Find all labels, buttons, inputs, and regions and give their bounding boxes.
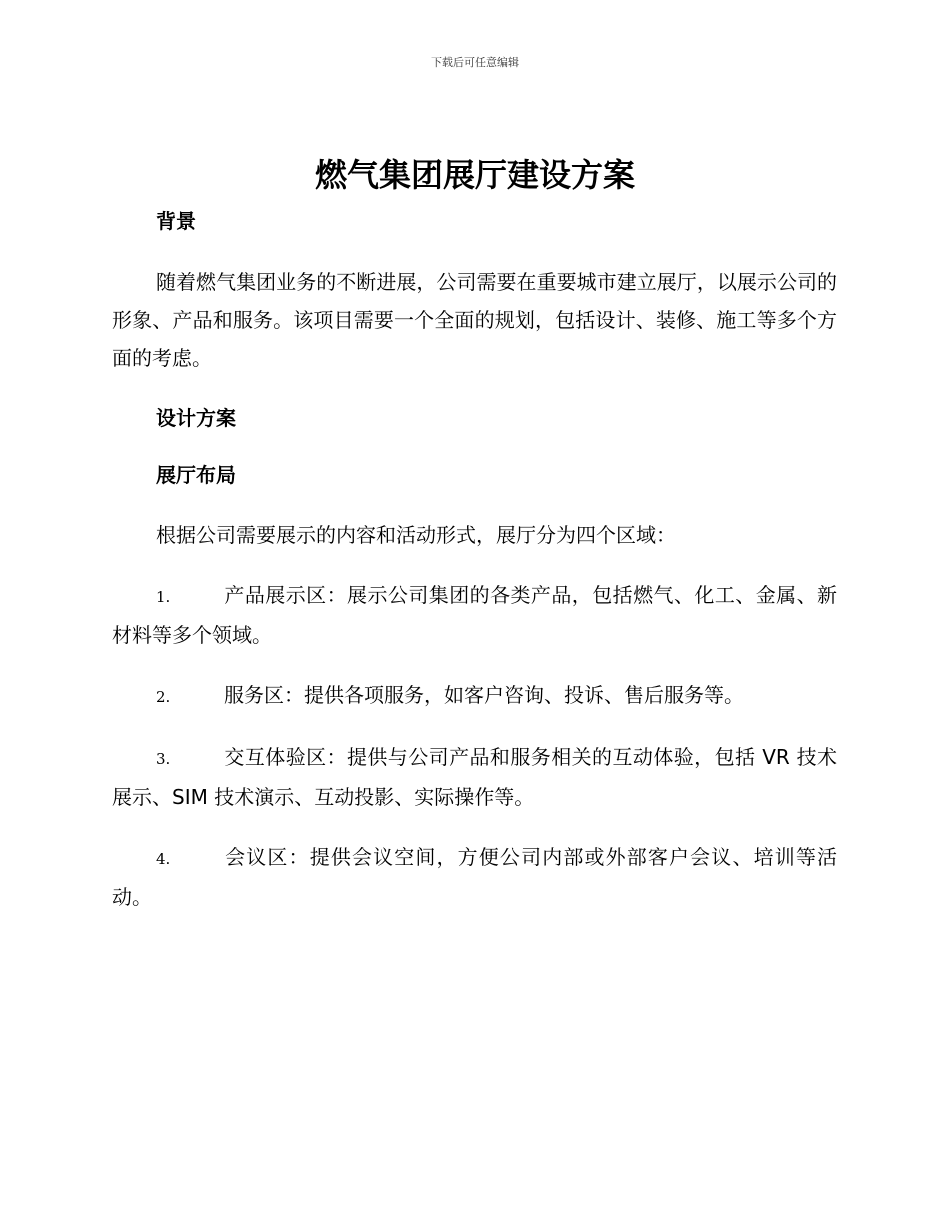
document-body bbox=[112, 205, 837, 916]
section-heading-layout: 展厅布局 bbox=[156, 463, 236, 487]
document-title: 燃气集团展厅建设方案 bbox=[314, 156, 635, 194]
section-heading-background: 背景 bbox=[156, 209, 196, 233]
list-item-area-3 bbox=[112, 738, 837, 816]
list-number: 2. bbox=[156, 688, 171, 706]
section-heading-design: 设计方案 bbox=[156, 406, 236, 430]
list-number: 4. bbox=[156, 850, 171, 868]
list-item-area-2 bbox=[112, 676, 837, 716]
list-item-text: 服务区：提供各项服务，如客户咨询、投诉、售后服务等。 bbox=[224, 683, 744, 707]
background-paragraph: 随着燃气集团业务的不断进展，公司需要在重要城市建立展厅，以展示公司的形象、产品和服务。该项目需要一个全面的规划，包括设计、装修、施工等多个方面的考虑。 bbox=[112, 270, 837, 370]
layout-intro-paragraph: 根据公司需要展示的内容和活动形式，展厅分为四个区域： bbox=[156, 523, 676, 547]
list-item-area-4 bbox=[112, 838, 837, 916]
list-item-text: 会议区：提供会议空间，方便公司内部或外部客户会议、培训等活动。 bbox=[112, 845, 837, 909]
list-number: 3. bbox=[156, 750, 171, 768]
list-item-area-1 bbox=[112, 576, 837, 654]
header-note: 下载后可任意编辑 bbox=[431, 56, 519, 69]
list-number: 1. bbox=[156, 588, 171, 606]
list-item-text: 产品展示区：展示公司集团的各类产品，包括燃气、化工、金属、新材料等多个领域。 bbox=[112, 583, 837, 647]
list-item-text: 交互体验区：提供与公司产品和服务相关的互动体验，包括 VR 技术展示、SIM 技术演示、互动投影、实际操作等。 bbox=[112, 745, 837, 809]
